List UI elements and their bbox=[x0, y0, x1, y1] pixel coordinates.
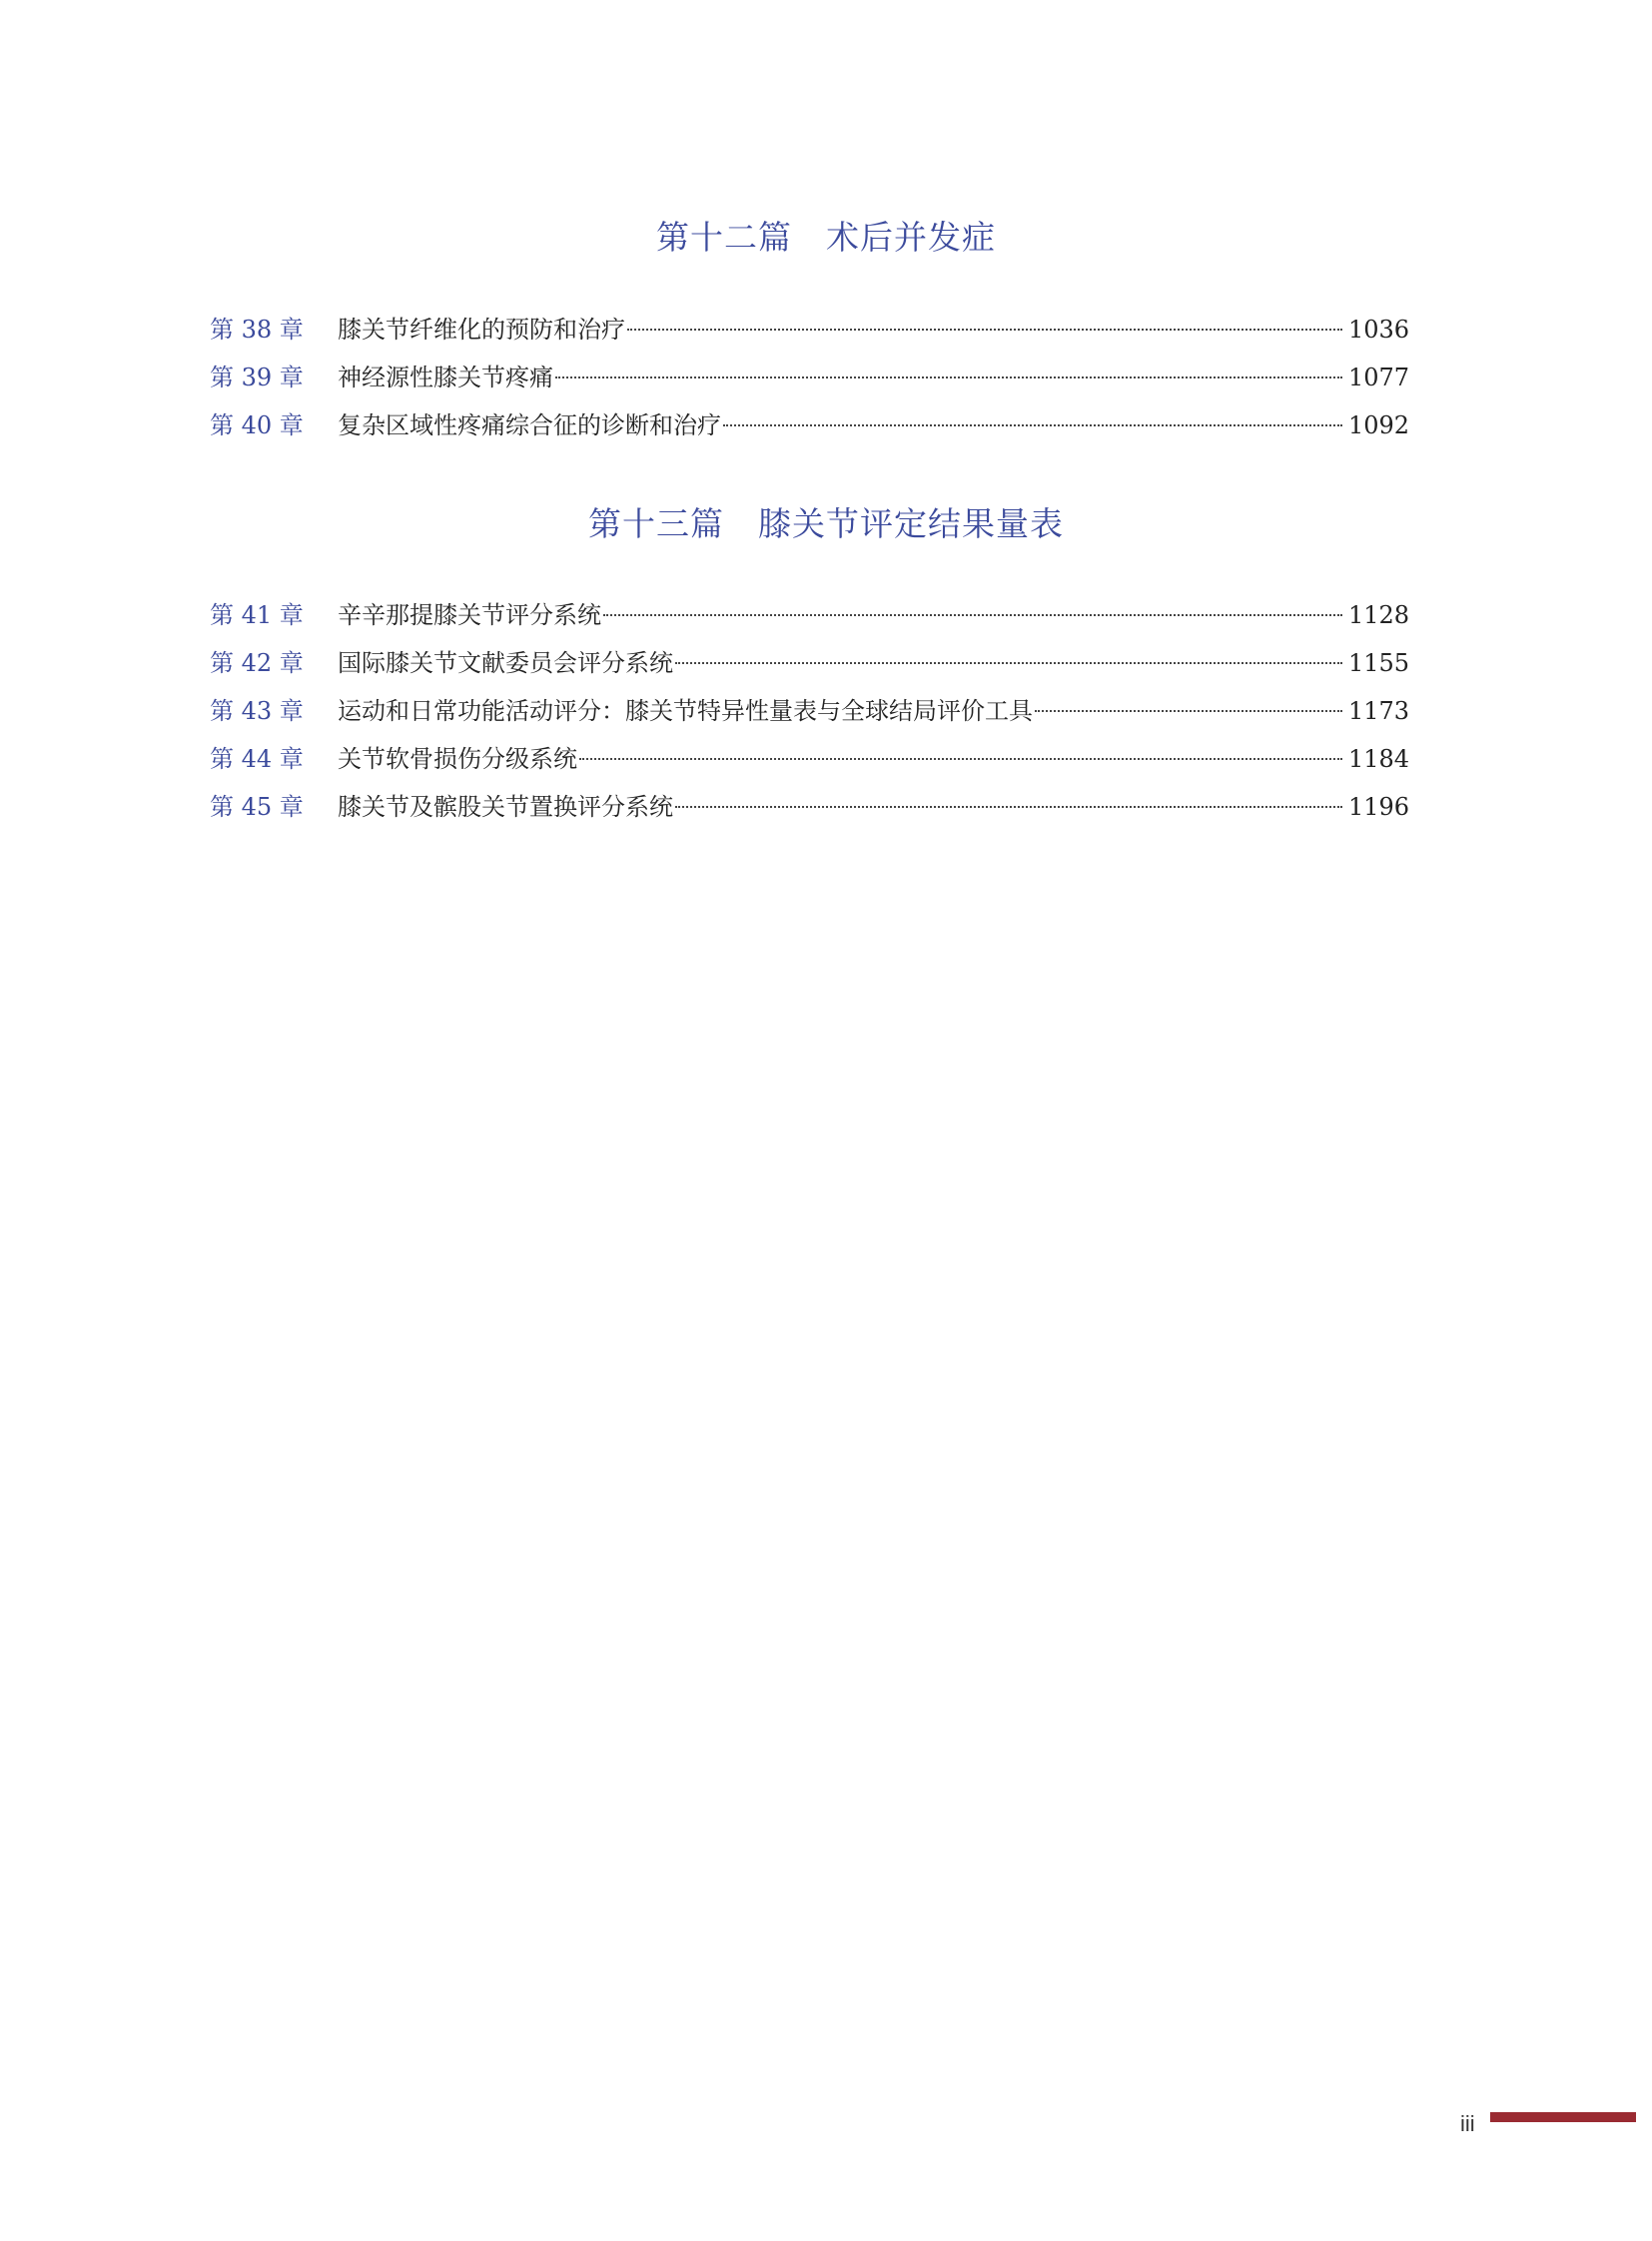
chapter-number: 第 44 章 bbox=[210, 745, 304, 773]
toc-entry[interactable] bbox=[210, 783, 1408, 831]
folio-accent-bar bbox=[1490, 2112, 1636, 2122]
page-number: 1184 bbox=[1348, 745, 1410, 773]
page-number: 1092 bbox=[1348, 411, 1410, 439]
toc-entry[interactable] bbox=[210, 401, 1408, 449]
toc-entry[interactable] bbox=[210, 354, 1408, 401]
chapter-number: 第 38 章 bbox=[210, 316, 304, 344]
toc-entry[interactable] bbox=[210, 639, 1408, 687]
chapter-number: 第 45 章 bbox=[210, 793, 304, 821]
part-title: 第十二篇 术后并发症 bbox=[656, 218, 996, 257]
page-number: 1196 bbox=[1348, 793, 1410, 821]
dot-leader bbox=[603, 614, 1342, 616]
toc-entry[interactable] bbox=[210, 735, 1408, 783]
chapter-title: 复杂区域性疼痛综合征的诊断和治疗 bbox=[338, 411, 721, 439]
chapter-title: 关节软骨损伤分级系统 bbox=[338, 745, 577, 773]
page-number: 1077 bbox=[1348, 364, 1410, 391]
chapter-number: 第 41 章 bbox=[210, 601, 304, 629]
toc-entry[interactable] bbox=[210, 687, 1408, 735]
chapter-number: 第 43 章 bbox=[210, 697, 304, 725]
toc-list-part-13 bbox=[210, 591, 1408, 831]
chapter-number: 第 39 章 bbox=[210, 364, 304, 391]
chapter-title: 神经源性膝关节疼痛 bbox=[338, 364, 553, 391]
chapter-title: 运动和日常功能活动评分：膝关节特异性量表与全球结局评价工具 bbox=[338, 697, 1033, 725]
chapter-title: 辛辛那提膝关节评分系统 bbox=[338, 601, 601, 629]
toc-entry[interactable] bbox=[210, 591, 1408, 639]
page-number: 1155 bbox=[1348, 649, 1410, 677]
chapter-number: 第 42 章 bbox=[210, 649, 304, 677]
dot-leader bbox=[723, 424, 1342, 426]
chapter-title: 膝关节纤维化的预防和治疗 bbox=[338, 316, 625, 344]
chapter-title: 国际膝关节文献委员会评分系统 bbox=[338, 649, 673, 677]
chapter-number: 第 40 章 bbox=[210, 411, 304, 439]
part-title: 第十三篇 膝关节评定结果量表 bbox=[588, 504, 1064, 543]
page-number: 1173 bbox=[1348, 697, 1410, 725]
dot-leader bbox=[627, 329, 1342, 331]
dot-leader bbox=[675, 662, 1342, 664]
dot-leader bbox=[675, 806, 1342, 808]
toc-list-part-12 bbox=[210, 306, 1408, 449]
folio-page-number: iii bbox=[1460, 2111, 1475, 2136]
page-number: 1036 bbox=[1348, 316, 1410, 344]
chapter-title: 膝关节及髌股关节置换评分系统 bbox=[338, 793, 673, 821]
dot-leader bbox=[555, 376, 1342, 378]
dot-leader bbox=[1035, 710, 1342, 712]
toc-entry[interactable] bbox=[210, 306, 1408, 354]
dot-leader bbox=[579, 758, 1342, 760]
page-number: 1128 bbox=[1348, 601, 1410, 629]
